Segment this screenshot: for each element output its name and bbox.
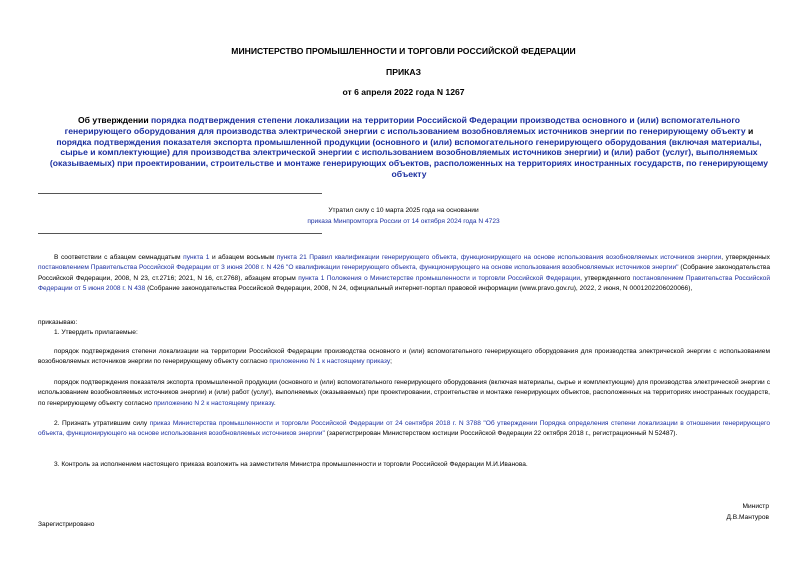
item-2-text: 2. Признать утратившим силу: [54, 420, 150, 427]
order-2-text: порядок подтверждения показателя экспорта промышленной продукции (основного и (или) вспомогательного генерирующего оборудования (включая материалы, сырье и комплектующие) для производства электрической энергии с использованием возобновляемых источников энергии) и (или) работ (услуг), выполняемых (оказываемых) при проектировании, строительстве и монтаже генерирующих объектов, расположенных на территориях иностранных государств, по генерирующему объекту согласно: [38, 379, 770, 407]
appendix-2-link[interactable]: приложению N 2 к настоящему приказу: [153, 399, 274, 407]
preamble-link-resolution-438[interactable]: постановлением Правительства Российской Федерации от 5 июня 2008 г. N 438: [38, 274, 771, 293]
order-3788-link[interactable]: приказ Министерства промышленности и торговли Российской Федерации от 24 сентября 2018 г. N 3788 "Об утверждении Порядка определения степени локализации в отношении генерирующего объекта, функционирующего на основе использования возобновляемых источников энергии": [38, 420, 770, 438]
item-3: 3. Контроль за исполнением настоящего приказа возложить на заместителя Министра промышленности и торговли Российской Федерации М.И.Иванова.: [54, 461, 528, 468]
divider-top: [38, 193, 322, 194]
prikazyvayu: приказываю:: [38, 319, 78, 326]
order-1-end: ;: [390, 358, 392, 366]
status-note-line1: Утратил силу с 10 марта 2025 года на основании: [328, 207, 479, 214]
appendix-1-link[interactable]: приложению N 1 к настоящему приказу: [269, 358, 391, 366]
doc-date: от 6 апреля 2022 года N 1267: [342, 87, 465, 97]
preamble-link-ministry-regulation[interactable]: пункта 1 Положения о Министерстве промышленности и торговли Российской Федерации: [298, 274, 581, 282]
registered-label: Зарегистрировано: [38, 521, 95, 528]
signature-title: Министр: [742, 503, 769, 510]
status-note-line2-wrap: [0, 216, 807, 228]
item-1: 1. Утвердить прилагаемые:: [54, 329, 138, 336]
preamble-t2: и абзацем восьмым: [209, 254, 277, 261]
doc-type: ПРИКАЗ: [386, 67, 421, 77]
preamble-t1: В соответствии с абзацем семнадцатым: [54, 254, 184, 261]
subject-link-export-order[interactable]: порядка подтверждения показателя экспорта промышленной продукции (основного и (или) вспомогательного генерирующего оборудования (включая материалы, сырье и комплектующие) для производства электрической энергии с использованием возобновляемых источников энергии) и (или) работ (услуг), выполняемых (оказываемых) при проектировании, строительстве и монтаже генерирующих объектов, расположенных на территориях иностранных государств, по генерирующему объекту: [49, 136, 769, 179]
document-subject: [48, 115, 770, 180]
item-2-paragraph: [38, 419, 770, 440]
order-1-paragraph: [38, 347, 770, 368]
subject-prefix: Об утверждении: [77, 115, 151, 125]
subject-and: и: [745, 125, 754, 136]
signature-name: Д.В.Мантуров: [726, 514, 769, 521]
preamble-t5: , утвержденного: [580, 274, 633, 282]
divider-bottom: [38, 233, 322, 234]
order-2-end: .: [273, 399, 276, 407]
preamble-link-p1[interactable]: пункта 1: [183, 254, 210, 261]
preamble-paragraph: [38, 253, 770, 295]
preamble-link-resolution-426[interactable]: постановлением Правительства Российской Федерации от 3 июня 2008 г. N 426 "О квалификации генерирующего объекта, функционирующего на основе использования возобновляемых источников энергии": [38, 264, 679, 272]
preamble-t6: (Собрание законодательства Российской Федерации, 2008, N 24, официальный интернет-портал правовой информации (www.pravo.gov.ru), 2022, 2 июня, N 0001202206020066),: [145, 285, 693, 293]
subject-link-localization-order[interactable]: порядка подтверждения степени локализации на территории Российской Федерации производства основного и (или) вспомогательного генерирующего оборудования для производства электрической энергии с использованием возобновляемых источников энергии по генерирующему объекту: [64, 115, 746, 136]
preamble-t4: (Собрание законодательства Российской Федерации, 2008, N 23, ст.2716; 2021, N 16, ст.2768), абзацем вторым: [38, 264, 770, 282]
ministry-title: МИНИСТЕРСТВО ПРОМЫШЛЕННОСТИ И ТОРГОВЛИ РОССИЙСКОЙ ФЕДЕРАЦИИ: [231, 46, 576, 56]
preamble-link-p21-rules[interactable]: пункта 21 Правил квалификации генерирующего объекта, функционирующего на основе использования возобновляемых источников энергии: [276, 254, 722, 261]
status-note-link[interactable]: приказа Минпромторга России от 14 октября 2024 года N 4723: [307, 218, 500, 225]
item-2-end: (зарегистрирован Министерством юстиции Российской Федерации 22 октября 2018 г., регистрационный N 52487).: [324, 430, 678, 438]
order-2-paragraph: [38, 378, 770, 409]
preamble-t3: , утвержденных: [721, 254, 770, 261]
order-1-text: порядок подтверждения степени локализации на территории Российской Федерации производства основного и (или) вспомогательного генерирующего оборудования для производства электрической энергии с использованием возобновляемых источников энергии по генерирующему объекту согласно: [38, 348, 770, 366]
